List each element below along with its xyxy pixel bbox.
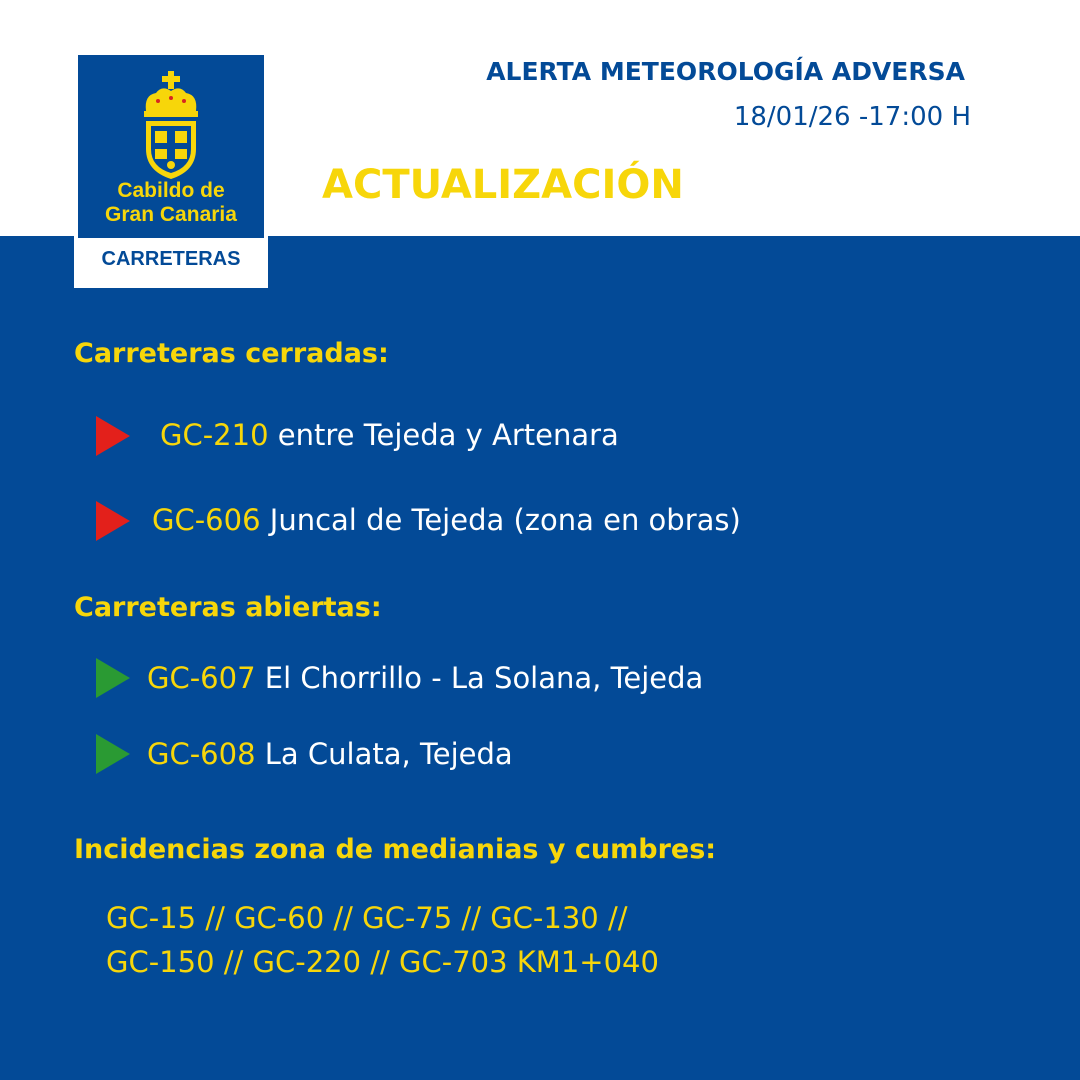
logo-emblem-area: [78, 55, 264, 238]
alert-datetime: 18/01/26 -17:00 H: [733, 102, 971, 132]
logo-text-line2: Gran Canaria: [105, 203, 237, 226]
green-triangle-icon: [96, 658, 130, 698]
alert-title: ALERTA METEOROLOGÍA ADVERSA: [486, 57, 965, 86]
road-description: El Chorrillo - La Solana, Tejeda: [255, 661, 704, 695]
coat-of-arms-icon: [138, 71, 204, 183]
logo-text-line1: Cabildo de: [117, 179, 225, 202]
road-description: Juncal de Tejeda (zona en obras): [260, 503, 741, 537]
road-description: La Culata, Tejeda: [255, 737, 513, 771]
list-item-closed-2: [152, 500, 741, 540]
list-item-open-1: [147, 658, 703, 698]
road-code: GC-210: [160, 418, 269, 452]
update-label: ACTUALIZACIÓN: [322, 162, 684, 208]
road-code: GC-607: [147, 661, 256, 695]
incidents-line-2: GC-150 // GC-220 // GC-703 KM1+040: [106, 945, 659, 979]
list-item-closed-1: [160, 415, 619, 455]
closed-roads-heading: Carreteras cerradas:: [74, 338, 389, 369]
open-roads-heading: Carreteras abiertas:: [74, 592, 382, 623]
road-description: entre Tejeda y Artenara: [268, 418, 619, 452]
red-triangle-icon: [96, 416, 130, 456]
road-code: GC-606: [152, 503, 261, 537]
list-item-open-2: [147, 734, 513, 774]
incidents-heading: Incidencias zona de medianias y cumbres:: [74, 834, 717, 865]
incidents-line-1: GC-15 // GC-60 // GC-75 // GC-130 //: [106, 901, 628, 935]
logo: [74, 52, 268, 288]
green-triangle-icon: [96, 734, 130, 774]
road-code: GC-608: [147, 737, 256, 771]
logo-subtitle: CARRETERAS: [101, 248, 241, 270]
red-triangle-icon: [96, 501, 130, 541]
